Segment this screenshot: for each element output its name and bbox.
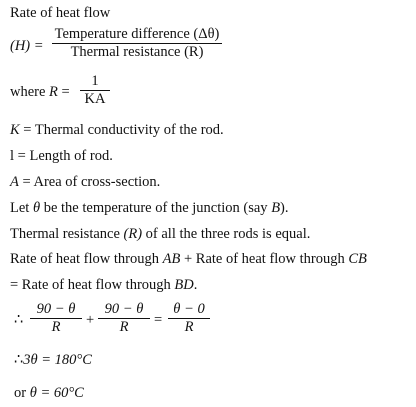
result-2-text: θ = 60°C: [29, 385, 84, 401]
heat-formula-denominator: Thermal resistance (R): [70, 44, 204, 60]
definition-k: [10, 121, 224, 139]
plus-sign: +: [86, 312, 95, 328]
equals-sign: =: [154, 312, 163, 328]
k-text: = Thermal conductivity of the rod.: [23, 122, 224, 138]
flow-text: Rate of heat flow through: [10, 251, 159, 267]
theta-symbol: θ: [32, 200, 41, 216]
heat-formula-fraction: [52, 27, 222, 60]
l-text: = Length of rod.: [17, 148, 113, 164]
heat-formula-numerator: Temperature difference (Δθ): [54, 26, 220, 42]
flow-line: [10, 250, 367, 268]
k-symbol: K: [10, 122, 20, 138]
rod-bd: BD: [174, 277, 194, 293]
section-title: Rate of heat flow: [10, 5, 111, 21]
fraction-1-denominator: R: [51, 319, 61, 335]
flow-text-3: = Rate of heat flow through: [10, 277, 171, 293]
resistance-formula: [10, 83, 70, 101]
rod-ab: AB: [162, 251, 181, 267]
r-symbol: (R): [123, 226, 143, 242]
resistance-eq: =: [61, 84, 70, 100]
a-symbol: A: [10, 174, 19, 190]
resistance-numerator: 1: [91, 73, 99, 89]
resistance-var: R: [49, 84, 58, 100]
definition-a: [10, 173, 160, 191]
let-text-2: be the temperature of the junction (say: [43, 200, 268, 216]
let-theta-line: [10, 199, 289, 217]
result-line-2: [14, 384, 84, 402]
flow-line-2: [10, 276, 197, 294]
result-line-1: [14, 351, 92, 369]
fraction-1-numerator: 90 − θ: [36, 301, 76, 317]
therefore-symbol: ∴: [14, 312, 24, 328]
resistance-denominator: KA: [84, 91, 106, 107]
rod-cb: CB: [348, 251, 367, 267]
l-symbol: l: [10, 148, 15, 164]
flow-text-2: + Rate of heat flow through: [183, 251, 345, 267]
result-1-text: 3θ = 180°C: [23, 352, 92, 368]
flow-text-4: .: [193, 277, 198, 293]
fraction-2-numerator: 90 − θ: [104, 301, 144, 317]
fraction-3-denominator: R: [184, 319, 194, 335]
resistance-equal-line: [10, 225, 310, 243]
junction-b: B: [271, 200, 281, 216]
fraction-3: [168, 302, 210, 335]
fraction-2: [98, 302, 150, 335]
let-text-3: ).: [280, 200, 289, 216]
fraction-1: [30, 302, 82, 335]
resistance-text-2: of all the three rods is equal.: [145, 226, 311, 242]
fraction-3-numerator: θ − 0: [173, 301, 205, 317]
resistance-text: Thermal resistance: [10, 226, 120, 242]
heat-formula-lhs: (H) =: [10, 38, 44, 54]
definition-l: [10, 147, 113, 165]
therefore-symbol-2: ∴: [14, 352, 24, 368]
resistance-fraction: [80, 74, 110, 107]
let-text: Let: [10, 200, 30, 216]
result-2-prefix: or: [14, 385, 27, 401]
fraction-2-denominator: R: [119, 319, 129, 335]
a-text: = Area of cross-section.: [22, 174, 161, 190]
resistance-prefix: where: [10, 84, 46, 100]
